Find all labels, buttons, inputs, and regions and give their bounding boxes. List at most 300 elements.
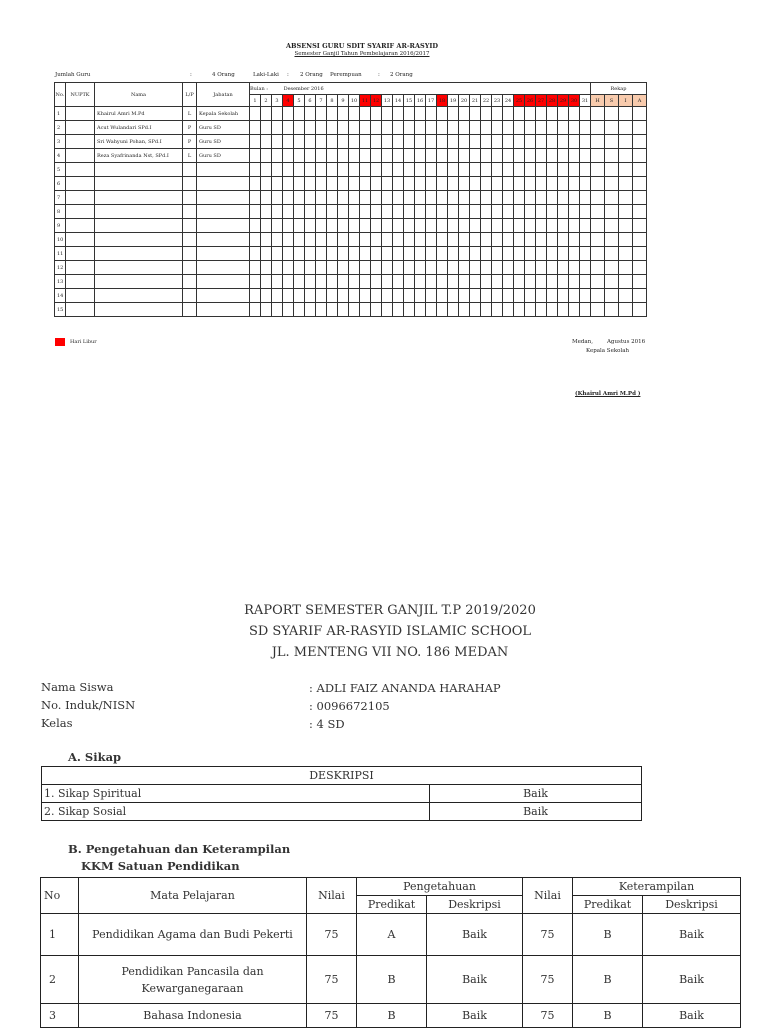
day-cell bbox=[470, 233, 481, 247]
day-cell bbox=[294, 163, 305, 177]
row-lp bbox=[183, 303, 197, 317]
day-cell bbox=[283, 205, 294, 219]
day-cell bbox=[261, 191, 272, 205]
day-cell bbox=[272, 149, 283, 163]
day-cell bbox=[547, 247, 558, 261]
rekap-cell bbox=[591, 177, 605, 191]
day-cell bbox=[569, 177, 580, 191]
day-cell bbox=[305, 261, 316, 275]
day-cell bbox=[470, 219, 481, 233]
row-jabatan bbox=[197, 303, 250, 317]
day-cell bbox=[283, 135, 294, 149]
day-cell bbox=[327, 219, 338, 233]
row-nuptk bbox=[66, 149, 95, 163]
row-nama bbox=[95, 191, 183, 205]
rekap-cell bbox=[591, 121, 605, 135]
rekap-cell bbox=[605, 205, 619, 219]
day-cell bbox=[525, 289, 536, 303]
nilai-header-predikat-2: Predikat bbox=[573, 896, 643, 914]
row-nama bbox=[95, 177, 183, 191]
day-cell bbox=[250, 135, 261, 149]
row-lp bbox=[183, 247, 197, 261]
day-cell bbox=[294, 303, 305, 317]
day-header-cell: 18 bbox=[437, 95, 448, 107]
row-lp bbox=[183, 289, 197, 303]
day-cell bbox=[481, 107, 492, 121]
day-cell bbox=[349, 247, 360, 261]
rekap-cell bbox=[605, 107, 619, 121]
day-cell bbox=[558, 107, 569, 121]
row-nama bbox=[95, 205, 183, 219]
day-cell bbox=[250, 205, 261, 219]
header-bulan-value: Desember 2016 bbox=[283, 85, 324, 92]
day-cell bbox=[503, 135, 514, 149]
row-predikat-pengetahuan: A bbox=[357, 914, 427, 956]
day-cell bbox=[360, 303, 371, 317]
row-nuptk bbox=[66, 163, 95, 177]
table-row bbox=[42, 785, 642, 803]
day-cell bbox=[503, 163, 514, 177]
row-no: 3 bbox=[55, 135, 66, 149]
rekap-header-cell: H bbox=[591, 95, 605, 107]
day-cell bbox=[481, 149, 492, 163]
row-nilai-pengetahuan: 75 bbox=[307, 1004, 357, 1028]
day-cell bbox=[327, 135, 338, 149]
day-cell bbox=[349, 219, 360, 233]
rekap-cell bbox=[605, 149, 619, 163]
day-cell bbox=[327, 121, 338, 135]
header-bulan bbox=[250, 83, 591, 95]
day-cell bbox=[338, 191, 349, 205]
day-cell bbox=[448, 121, 459, 135]
nilai-header-predikat-1: Predikat bbox=[357, 896, 427, 914]
day-cell bbox=[404, 121, 415, 135]
day-cell bbox=[360, 261, 371, 275]
day-cell bbox=[261, 219, 272, 233]
day-cell bbox=[514, 261, 525, 275]
sikap-aspect: 1. Sikap Spiritual bbox=[42, 785, 430, 803]
day-cell bbox=[393, 149, 404, 163]
sikap-value: Baik bbox=[430, 803, 642, 821]
day-cell bbox=[558, 275, 569, 289]
row-jabatan bbox=[197, 261, 250, 275]
day-header-cell: 15 bbox=[404, 95, 415, 107]
day-cell bbox=[415, 163, 426, 177]
day-cell bbox=[360, 205, 371, 219]
day-cell bbox=[261, 149, 272, 163]
day-cell bbox=[294, 247, 305, 261]
day-cell bbox=[569, 289, 580, 303]
day-cell bbox=[316, 163, 327, 177]
day-cell bbox=[327, 163, 338, 177]
day-cell bbox=[481, 177, 492, 191]
row-nuptk bbox=[66, 303, 95, 317]
row-nama bbox=[95, 163, 183, 177]
rekap-header-cell: I bbox=[619, 95, 633, 107]
sikap-value: Baik bbox=[430, 785, 642, 803]
day-cell bbox=[525, 247, 536, 261]
report-title-line-3: JL. MENTENG VII NO. 186 MEDAN bbox=[271, 645, 509, 660]
row-jabatan bbox=[197, 191, 250, 205]
day-cell bbox=[349, 191, 360, 205]
day-cell bbox=[503, 107, 514, 121]
row-lp: L bbox=[183, 107, 197, 121]
day-cell bbox=[327, 289, 338, 303]
row-no: 9 bbox=[55, 219, 66, 233]
day-cell bbox=[393, 135, 404, 149]
rekap-cell bbox=[619, 233, 633, 247]
student-nisn-label: No. Induk/NISN bbox=[41, 698, 136, 712]
day-header-cell: 4 bbox=[283, 95, 294, 107]
day-cell bbox=[547, 135, 558, 149]
day-cell bbox=[250, 219, 261, 233]
row-no: 5 bbox=[55, 163, 66, 177]
rekap-cell bbox=[605, 261, 619, 275]
day-cell bbox=[305, 135, 316, 149]
day-cell bbox=[514, 247, 525, 261]
day-cell bbox=[272, 247, 283, 261]
row-nama bbox=[95, 261, 183, 275]
day-cell bbox=[404, 289, 415, 303]
table-row bbox=[42, 803, 642, 821]
day-cell bbox=[294, 121, 305, 135]
day-cell bbox=[283, 275, 294, 289]
day-cell bbox=[514, 121, 525, 135]
day-cell bbox=[316, 233, 327, 247]
table-row bbox=[55, 135, 647, 149]
day-cell bbox=[558, 233, 569, 247]
day-cell bbox=[569, 107, 580, 121]
day-header-cell: 1 bbox=[250, 95, 261, 107]
day-cell bbox=[349, 261, 360, 275]
day-cell bbox=[426, 233, 437, 247]
day-header-cell: 14 bbox=[393, 95, 404, 107]
row-predikat-keterampilan: B bbox=[573, 956, 643, 1004]
day-cell bbox=[481, 275, 492, 289]
rekap-cell bbox=[619, 303, 633, 317]
day-cell bbox=[558, 219, 569, 233]
row-nuptk bbox=[66, 191, 95, 205]
day-cell bbox=[250, 163, 261, 177]
day-header-cell: 6 bbox=[305, 95, 316, 107]
rekap-cell bbox=[605, 303, 619, 317]
row-jabatan: Guru SD bbox=[197, 135, 250, 149]
summary-total-label: Jumlah Guru bbox=[55, 72, 91, 78]
student-class-label: Kelas bbox=[41, 716, 73, 730]
day-cell bbox=[393, 261, 404, 275]
day-cell bbox=[272, 289, 283, 303]
row-jabatan bbox=[197, 205, 250, 219]
day-cell bbox=[316, 247, 327, 261]
day-cell bbox=[338, 219, 349, 233]
day-cell bbox=[547, 289, 558, 303]
day-cell bbox=[558, 135, 569, 149]
day-cell bbox=[316, 135, 327, 149]
day-cell bbox=[305, 247, 316, 261]
day-cell bbox=[503, 233, 514, 247]
day-cell bbox=[426, 205, 437, 219]
day-cell bbox=[415, 233, 426, 247]
row-no: 2 bbox=[41, 956, 79, 1004]
day-cell bbox=[250, 149, 261, 163]
sikap-desc-header: DESKRIPSI bbox=[42, 767, 642, 785]
row-nuptk bbox=[66, 121, 95, 135]
day-cell bbox=[360, 289, 371, 303]
rekap-cell bbox=[605, 177, 619, 191]
day-cell bbox=[415, 191, 426, 205]
day-cell bbox=[349, 233, 360, 247]
row-jabatan: Guru SD bbox=[197, 121, 250, 135]
day-cell bbox=[558, 163, 569, 177]
day-cell bbox=[481, 233, 492, 247]
day-cell bbox=[316, 205, 327, 219]
day-cell bbox=[569, 135, 580, 149]
day-cell bbox=[437, 233, 448, 247]
day-header-cell: 12 bbox=[371, 95, 382, 107]
day-header-cell: 26 bbox=[525, 95, 536, 107]
row-nuptk bbox=[66, 247, 95, 261]
day-cell bbox=[459, 107, 470, 121]
rekap-cell bbox=[633, 219, 647, 233]
row-mapel: Pendidikan Pancasila dan Kewarganegaraan bbox=[79, 956, 307, 1004]
row-deskripsi-keterampilan: Baik bbox=[643, 914, 741, 956]
day-cell bbox=[580, 247, 591, 261]
day-cell bbox=[514, 135, 525, 149]
day-cell bbox=[481, 205, 492, 219]
day-cell bbox=[250, 275, 261, 289]
row-lp bbox=[183, 163, 197, 177]
day-cell bbox=[382, 107, 393, 121]
row-nilai-keterampilan: 75 bbox=[523, 956, 573, 1004]
row-no: 8 bbox=[55, 205, 66, 219]
rekap-cell bbox=[605, 219, 619, 233]
table-row bbox=[55, 233, 647, 247]
day-cell bbox=[272, 205, 283, 219]
row-nilai-keterampilan: 75 bbox=[523, 914, 573, 956]
row-lp bbox=[183, 233, 197, 247]
day-cell bbox=[536, 303, 547, 317]
day-cell bbox=[415, 303, 426, 317]
day-cell bbox=[272, 121, 283, 135]
day-cell bbox=[349, 275, 360, 289]
day-cell bbox=[371, 275, 382, 289]
day-cell bbox=[503, 205, 514, 219]
day-cell bbox=[437, 261, 448, 275]
day-cell bbox=[316, 303, 327, 317]
day-cell bbox=[580, 135, 591, 149]
day-cell bbox=[536, 135, 547, 149]
day-cell bbox=[525, 121, 536, 135]
day-cell bbox=[536, 219, 547, 233]
day-cell bbox=[382, 261, 393, 275]
day-cell bbox=[415, 247, 426, 261]
day-cell bbox=[283, 191, 294, 205]
table-row bbox=[55, 275, 647, 289]
day-cell bbox=[547, 275, 558, 289]
day-cell bbox=[426, 219, 437, 233]
row-deskripsi-keterampilan: Baik bbox=[643, 956, 741, 1004]
sikap-heading: A. Sikap bbox=[68, 750, 122, 764]
row-no: 1 bbox=[41, 914, 79, 956]
day-cell bbox=[459, 121, 470, 135]
summary-female-label: Perempuan bbox=[330, 72, 362, 78]
day-cell bbox=[536, 191, 547, 205]
day-cell bbox=[349, 177, 360, 191]
day-cell bbox=[525, 107, 536, 121]
day-cell bbox=[536, 247, 547, 261]
day-cell bbox=[558, 149, 569, 163]
day-cell bbox=[404, 163, 415, 177]
rekap-cell bbox=[633, 205, 647, 219]
day-cell bbox=[316, 121, 327, 135]
day-cell bbox=[459, 177, 470, 191]
day-cell bbox=[503, 261, 514, 275]
rekap-cell bbox=[619, 275, 633, 289]
rekap-cell bbox=[633, 261, 647, 275]
day-cell bbox=[371, 219, 382, 233]
day-cell bbox=[415, 177, 426, 191]
day-cell bbox=[382, 247, 393, 261]
day-cell bbox=[580, 163, 591, 177]
day-cell bbox=[261, 163, 272, 177]
day-cell bbox=[547, 121, 558, 135]
day-cell bbox=[426, 289, 437, 303]
day-cell bbox=[250, 247, 261, 261]
day-cell bbox=[349, 289, 360, 303]
day-cell bbox=[470, 163, 481, 177]
day-cell bbox=[349, 303, 360, 317]
day-cell bbox=[261, 247, 272, 261]
day-cell bbox=[426, 163, 437, 177]
day-header-cell: 10 bbox=[349, 95, 360, 107]
rekap-cell bbox=[633, 247, 647, 261]
day-cell bbox=[272, 233, 283, 247]
row-nama bbox=[95, 289, 183, 303]
day-cell bbox=[536, 163, 547, 177]
day-header-cell: 11 bbox=[360, 95, 371, 107]
rekap-cell bbox=[633, 289, 647, 303]
day-cell bbox=[569, 205, 580, 219]
day-cell bbox=[459, 247, 470, 261]
rekap-header-cell: A bbox=[633, 95, 647, 107]
day-cell bbox=[327, 177, 338, 191]
day-cell bbox=[283, 247, 294, 261]
day-cell bbox=[503, 247, 514, 261]
table-row bbox=[55, 107, 647, 121]
day-cell bbox=[338, 163, 349, 177]
day-cell bbox=[492, 303, 503, 317]
day-cell bbox=[261, 107, 272, 121]
day-cell bbox=[404, 261, 415, 275]
day-cell bbox=[547, 149, 558, 163]
row-predikat-pengetahuan: B bbox=[357, 1004, 427, 1028]
row-no: 13 bbox=[55, 275, 66, 289]
day-cell bbox=[382, 219, 393, 233]
row-nuptk bbox=[66, 289, 95, 303]
day-cell bbox=[437, 219, 448, 233]
day-cell bbox=[250, 107, 261, 121]
day-cell bbox=[360, 191, 371, 205]
table-row bbox=[55, 177, 647, 191]
day-cell bbox=[272, 191, 283, 205]
day-cell bbox=[371, 233, 382, 247]
nilai-header-keterampilan: Keterampilan bbox=[573, 878, 741, 896]
rekap-cell bbox=[619, 177, 633, 191]
day-cell bbox=[272, 177, 283, 191]
report-title-line-2: SD SYARIF AR-RASYID ISLAMIC SCHOOL bbox=[248, 624, 532, 639]
day-cell bbox=[426, 261, 437, 275]
day-cell bbox=[261, 121, 272, 135]
day-cell bbox=[459, 163, 470, 177]
day-cell bbox=[294, 261, 305, 275]
rekap-cell bbox=[619, 121, 633, 135]
day-cell bbox=[338, 149, 349, 163]
day-cell bbox=[459, 191, 470, 205]
day-cell bbox=[338, 135, 349, 149]
pengetahuan-heading: B. Pengetahuan dan Keterampilan bbox=[68, 842, 291, 856]
day-cell bbox=[525, 303, 536, 317]
day-cell bbox=[459, 303, 470, 317]
day-cell bbox=[305, 289, 316, 303]
day-cell bbox=[316, 261, 327, 275]
day-header-cell: 25 bbox=[514, 95, 525, 107]
day-cell bbox=[294, 107, 305, 121]
day-cell bbox=[371, 121, 382, 135]
day-cell bbox=[426, 149, 437, 163]
day-cell bbox=[569, 247, 580, 261]
row-jabatan bbox=[197, 219, 250, 233]
day-cell bbox=[327, 303, 338, 317]
day-cell bbox=[382, 191, 393, 205]
day-cell bbox=[459, 149, 470, 163]
day-cell bbox=[250, 191, 261, 205]
day-cell bbox=[492, 135, 503, 149]
day-cell bbox=[448, 247, 459, 261]
row-nama: Sri Wahyuni Pohan, SPd.I bbox=[95, 135, 183, 149]
day-cell bbox=[305, 275, 316, 289]
nilai-table bbox=[40, 877, 741, 1028]
day-cell bbox=[371, 247, 382, 261]
day-cell bbox=[514, 107, 525, 121]
rekap-cell bbox=[591, 233, 605, 247]
row-nama bbox=[95, 219, 183, 233]
day-cell bbox=[580, 107, 591, 121]
day-cell bbox=[371, 177, 382, 191]
day-cell bbox=[525, 275, 536, 289]
day-header-cell: 3 bbox=[272, 95, 283, 107]
day-cell bbox=[404, 135, 415, 149]
day-cell bbox=[404, 191, 415, 205]
day-cell bbox=[459, 219, 470, 233]
row-predikat-pengetahuan: B bbox=[357, 956, 427, 1004]
day-cell bbox=[459, 233, 470, 247]
day-cell bbox=[426, 177, 437, 191]
summary-female-sep: : bbox=[378, 72, 380, 78]
row-nuptk bbox=[66, 177, 95, 191]
row-lp bbox=[183, 219, 197, 233]
day-cell bbox=[525, 135, 536, 149]
rekap-cell bbox=[633, 107, 647, 121]
day-cell bbox=[283, 289, 294, 303]
row-lp bbox=[183, 191, 197, 205]
day-cell bbox=[503, 275, 514, 289]
rekap-cell bbox=[605, 121, 619, 135]
summary-male-label: Laki-Laki bbox=[253, 72, 279, 78]
rekap-cell bbox=[633, 303, 647, 317]
day-cell bbox=[481, 191, 492, 205]
day-cell bbox=[481, 135, 492, 149]
day-cell bbox=[470, 191, 481, 205]
